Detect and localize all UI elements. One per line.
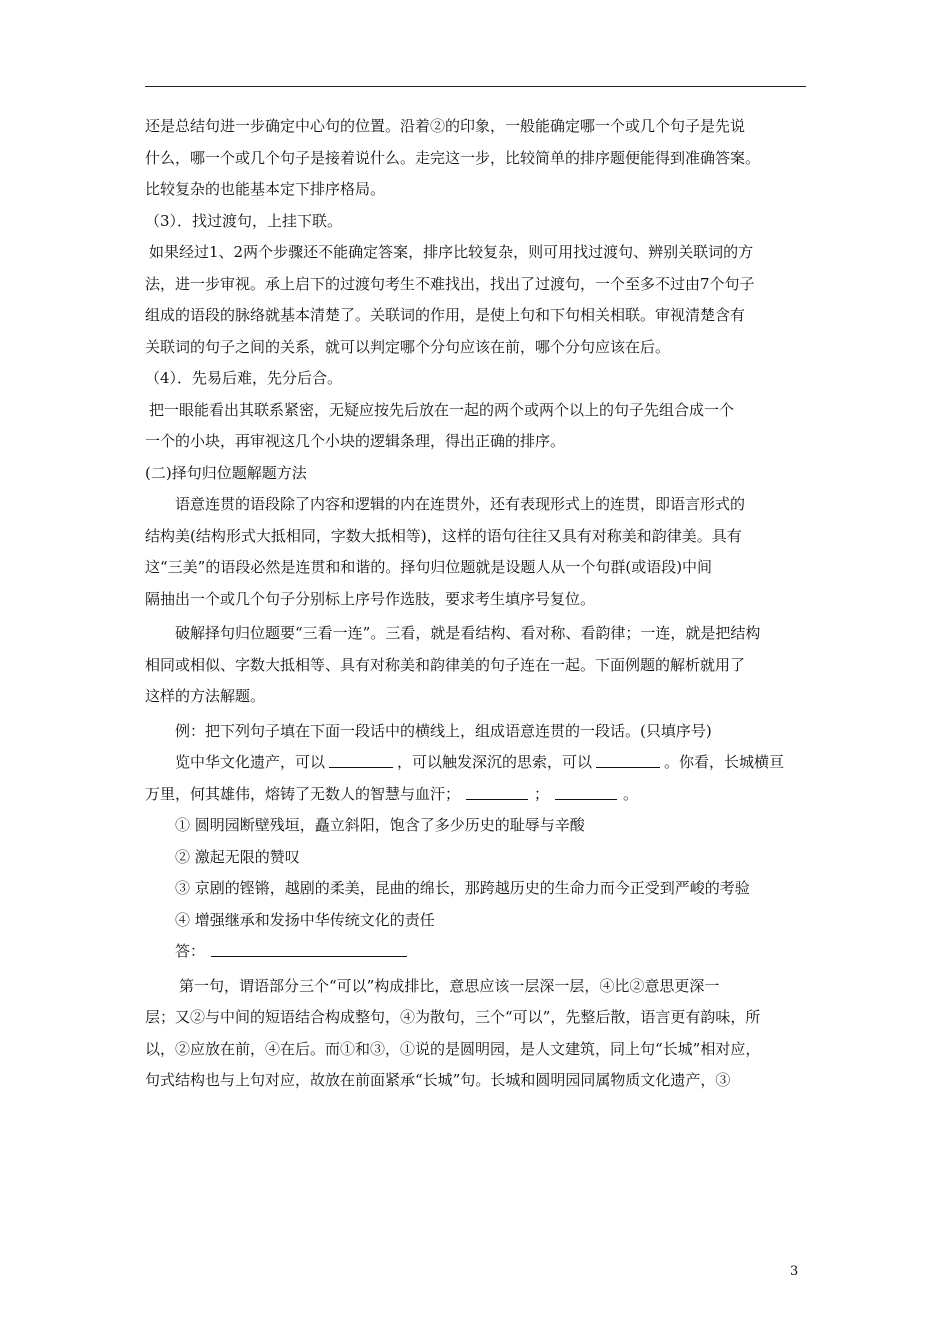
document-body [145,111,806,1097]
paragraph-line: 语意连贯的语段除了内容和逻辑的内在连贯外，还有表现形式上的连贯，即语言形式的 [175,495,746,513]
option-3: ③ 京剧的铿锵，越剧的柔美，昆曲的绵长，那跨越历史的生命力而今正受到严峻的考验 [175,879,750,897]
option-1: ① 圆明园断壁残垣，矗立斜阳，饱含了多少历史的耻辱与辛酸 [175,816,585,834]
analysis-line: 层；又②与中间的短语结合构成整句，④为散句，三个“可以”，先整后散，语言更有韵味，所 [145,1008,761,1026]
answer-label: 答： [175,942,206,960]
fill-blank [329,753,393,768]
paragraph-line: 比较复杂的也能基本定下排序格局。 [145,180,386,198]
example-text: 览中华文化遗产，可以 [175,753,326,771]
subheading-4: （4）．先易后难，先分后合。 [145,369,343,387]
answer-blank [211,942,407,957]
analysis-line: 以，②应放在前，④在后。而①和③，①说的是圆明园，是人文建筑，同上句“长城”相对应， [145,1039,761,1058]
fill-blank [555,785,617,800]
paragraph-line: 破解择句归位题要“三看一连”。三看，就是看结构、看对称、看韵律；一连，就是把结构 [175,624,761,642]
paragraph-line: 结构美(结构形式大抵相同，字数大抵相等)，这样的语句往往又具有对称美和韵律美。具有 [145,526,742,545]
option-2: ② 激起无限的赞叹 [175,847,300,866]
header-rule [145,86,806,87]
paragraph-line: 把一眼能看出其联系紧密，无疑应按先后放在一起的两个或两个以上的句子先组合成一个 [149,400,735,419]
paragraph-line: 还是总结句进一步确定中心句的位置。沿着②的印象，一般能确定哪一个或几个句子是先说 [145,117,746,135]
paragraph-line: 隔抽出一个或几个句子分别标上序号作选肢，要求考生填序号复位。 [145,589,596,608]
analysis-line: 第一句，谓语部分三个“可以”构成排比，意思应该一层深一层，④比②意思更深一 [179,976,720,995]
example-line [145,779,806,811]
page-number: 3 [790,1264,799,1279]
paragraph-line: 一个的小块，再审视这几个小块的逻辑条理，得出正确的排序。 [145,432,566,450]
paragraph-line: 相同或相似、字数大抵相等、具有对称美和韵律美的句子连在一起。下面例题的解析就用了 [145,655,746,674]
option-4: ④ 增强继承和发扬中华传统文化的责任 [175,910,435,929]
example-text: 。你看，长城横亘 [664,753,785,771]
paragraph-line: 组成的语段的脉络就基本清楚了。关联词的作用，是使上句和下句相关相联。审视清楚含有 [145,306,746,324]
paragraph-line: 这样的方法解题。 [145,687,266,705]
paragraph-line: 什么，哪一个或几个句子是接着说什么。走完这一步，比较简单的排序题便能得到准确答案。 [145,148,761,167]
example-intro: 例：把下列句子填在下面一段话中的横线上，组成语意连贯的一段话。(只填序号) [175,721,712,740]
example-text: ，可以触发深沉的思索，可以 [397,753,593,771]
paragraph-line: 如果经过1、2两个步骤还不能确定答案，排序比较复杂，则可用找过渡句、辨别关联词的方 [149,243,754,261]
analysis-line: 句式结构也与上句对应，故放在前面紧承“长城”句。长城和圆明园同属物质文化遗产，③ [145,1071,731,1089]
example-text: ； [534,784,550,803]
fill-blank [596,753,660,768]
example-text: 。 [623,784,639,803]
paragraph-line: 法，进一步审视。承上启下的过渡句考生不难找出，找出了过渡句，一个至多不过由7个句子 [145,274,755,293]
paragraph-line: 关联词的句子之间的关系，就可以判定哪个分句应该在前，哪个分句应该在后。 [145,337,671,356]
example-text: 万里，何其雄伟，熔铸了无数人的智慧与血汗； [145,784,461,803]
fill-blank [466,785,528,800]
example-line [145,747,806,779]
paragraph-line: 这“三美”的语段必然是连贯和和谐的。择句归位题就是设题人从一个句群(或语段)中间 [145,558,713,576]
subheading-3: （3）．找过渡句，上挂下联。 [145,211,343,230]
section-heading: (二)择句归位题解题方法 [145,463,307,482]
answer-line [145,936,806,968]
